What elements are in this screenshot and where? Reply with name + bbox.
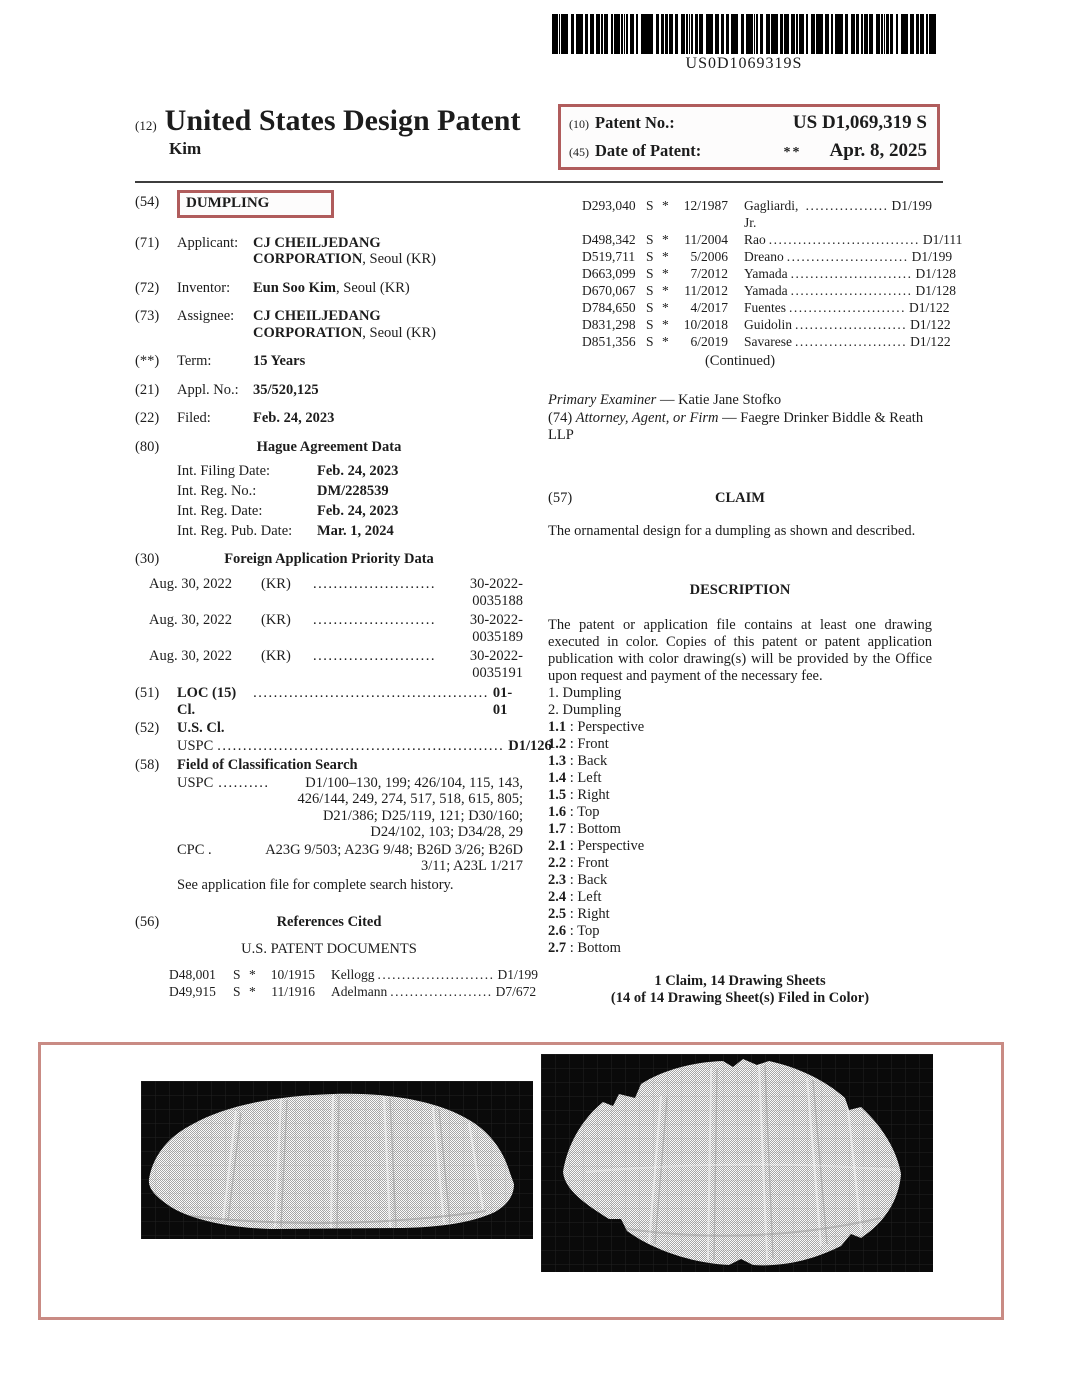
uspc-classes-line: D21/386; D25/119, 121; D30/160; xyxy=(322,807,523,824)
ref-class: D1/128 xyxy=(915,283,956,298)
applicant-value xyxy=(253,235,523,268)
ref-cited-mark: * xyxy=(249,984,256,999)
filed-value: Feb. 24, 2023 xyxy=(253,410,335,426)
assignee-row xyxy=(135,308,523,341)
priority-number: 30-2022-0035188 xyxy=(469,576,523,609)
reference-row xyxy=(582,231,963,248)
field-code-71: (71) xyxy=(135,234,160,251)
view-number: 1.7 xyxy=(548,821,567,837)
page-title: United States Design Patent xyxy=(164,104,521,137)
view-separator: : xyxy=(566,855,578,871)
ref-date: 10/1915 xyxy=(270,967,315,982)
term-value: 15 Years xyxy=(253,353,306,369)
view-name: Top xyxy=(577,804,600,820)
claim-text: The ornamental design for a dumpling as shown and described. xyxy=(548,523,916,539)
us-class-row xyxy=(135,720,523,737)
view-number: 2.5 xyxy=(548,906,567,922)
term-row xyxy=(135,353,523,370)
ref-patent-number: D49,915 xyxy=(169,984,216,999)
view-name: Front xyxy=(577,736,609,752)
ref-class: D1/199 xyxy=(891,198,932,213)
field-code-30: (30) xyxy=(135,550,160,567)
title-line xyxy=(135,104,565,138)
view-number: 2.6 xyxy=(548,923,567,939)
view-name: Right xyxy=(577,787,610,803)
ref-name: Kellogg xyxy=(331,967,375,982)
view-name: Front xyxy=(577,855,609,871)
reference-row xyxy=(582,282,956,299)
priority-date: Aug. 30, 2022 xyxy=(149,648,232,664)
view-item xyxy=(548,804,932,821)
view-number: 2.7 xyxy=(548,940,567,956)
ref-patent-number: D498,342 xyxy=(582,232,636,247)
ref-kind-code: S xyxy=(646,266,654,281)
view-separator: : xyxy=(566,940,578,956)
applicant-label: Applicant: xyxy=(177,234,239,251)
design-title-row xyxy=(135,194,523,218)
assignee-name-1: CJ CHEILJEDANG xyxy=(253,308,381,324)
reference-row xyxy=(582,333,951,350)
view-name: Left xyxy=(577,770,602,786)
ref-patent-number: D831,298 xyxy=(582,317,636,332)
priority-row xyxy=(135,648,523,681)
ref-class: D7/672 xyxy=(495,984,537,999)
view-list xyxy=(548,719,932,957)
design-item: 2. Dumpling xyxy=(548,702,622,718)
field-code-10: (10) xyxy=(569,117,589,131)
ref-class: D1/122 xyxy=(909,300,950,315)
hague-row xyxy=(135,523,523,540)
design-item-list xyxy=(548,685,932,719)
priority-title: Foreign Application Priority Data xyxy=(224,550,434,567)
us-class-label: U.S. Cl. xyxy=(177,720,225,736)
assignee-value xyxy=(253,308,523,341)
field-code-51: (51) xyxy=(135,685,160,701)
priority-heading xyxy=(135,551,523,568)
view-separator: : xyxy=(566,872,578,888)
priority-date: Aug. 30, 2022 xyxy=(149,612,232,628)
hague-rows xyxy=(135,463,523,540)
drawing-sheets-note xyxy=(548,973,932,1007)
view-item xyxy=(548,838,932,855)
view-item xyxy=(548,753,932,770)
field-search-heading xyxy=(135,757,523,774)
view-item xyxy=(548,889,932,906)
ref-cited-mark: * xyxy=(662,334,669,349)
inventor-name: Eun Soo Kim xyxy=(253,279,336,296)
view-item xyxy=(548,923,932,940)
field-code-21: (21) xyxy=(135,381,160,398)
reference-row xyxy=(582,197,932,231)
inventor-row xyxy=(135,280,523,297)
view-name: Bottom xyxy=(577,940,621,956)
header xyxy=(135,104,565,159)
view-name: Back xyxy=(577,753,608,769)
field-search-uspc-line xyxy=(135,775,523,792)
inventor-location: , Seoul (KR) xyxy=(336,279,410,296)
view-name: Left xyxy=(577,889,602,905)
ref-class: D1/111 xyxy=(922,232,963,247)
uspc-label: USPC xyxy=(177,737,214,754)
ref-date: 12/1987 xyxy=(683,198,728,213)
patent-no-label: Patent No.: xyxy=(595,113,675,132)
view-separator: : xyxy=(566,889,578,905)
view-number: 1.6 xyxy=(548,804,567,820)
ref-name: Adelmann xyxy=(331,984,388,999)
reference-row xyxy=(582,265,956,282)
ref-class: D1/122 xyxy=(910,317,951,332)
field-code-80: (80) xyxy=(135,438,160,455)
hague-value: Mar. 1, 2024 xyxy=(317,523,394,539)
hague-row xyxy=(135,463,523,480)
reference-row xyxy=(169,983,537,1000)
view-separator: : xyxy=(566,906,578,922)
ref-cited-mark: * xyxy=(249,967,256,982)
appl-no-value: 35/520,125 xyxy=(253,381,319,398)
view-item xyxy=(548,855,932,872)
view-separator: : xyxy=(566,804,578,820)
ref-kind-code: S xyxy=(233,967,241,982)
header-divider xyxy=(135,181,943,183)
continued-note: (Continued) xyxy=(704,353,776,369)
priority-date: Aug. 30, 2022 xyxy=(149,576,232,592)
ref-kind-code: S xyxy=(646,334,654,349)
kind-code: (12) xyxy=(135,118,157,133)
view-number: 2.2 xyxy=(548,855,567,871)
dot-leader: ............................... xyxy=(768,232,920,247)
ref-patent-number: D784,650 xyxy=(582,300,636,315)
applicant-row xyxy=(135,235,523,268)
claim-heading xyxy=(548,490,932,507)
view-item xyxy=(548,719,932,736)
loc-class-row xyxy=(135,685,523,718)
ref-date: 10/2018 xyxy=(683,317,728,332)
view-item xyxy=(548,736,932,753)
assignee-name-2: CORPORATION xyxy=(253,324,363,341)
ref-class: D1/199 xyxy=(497,967,538,982)
ref-date: 11/2004 xyxy=(684,232,728,247)
view-name: Perspective xyxy=(577,838,645,854)
field-code-56: (56) xyxy=(135,914,160,930)
view-name: Right xyxy=(577,906,610,922)
references-title: References Cited xyxy=(276,914,382,930)
ref-date: 4/2017 xyxy=(690,300,728,315)
applicant-name-2: CORPORATION xyxy=(253,251,363,267)
view-item xyxy=(548,940,932,957)
uspc-classes-line: 426/144, 249, 274, 517, 518, 615, 805; xyxy=(297,791,523,807)
inventor-label: Inventor: xyxy=(177,279,231,296)
view-separator: : xyxy=(566,838,578,854)
barcode xyxy=(552,14,936,73)
ref-class: D1/128 xyxy=(915,266,956,281)
ref-name: Gagliardi, Jr. xyxy=(744,198,799,230)
hague-title: Hague Agreement Data xyxy=(256,438,402,455)
ref-name: Fuentes xyxy=(744,300,786,315)
reference-row xyxy=(169,966,538,983)
view-separator: : xyxy=(566,821,578,837)
us-references-right xyxy=(548,197,963,350)
priority-rows xyxy=(135,576,523,681)
ref-kind-code: S xyxy=(646,317,654,332)
uspc-value: D1/126 xyxy=(508,737,552,754)
field-code-52: (52) xyxy=(135,720,160,736)
ref-patent-number: D663,099 xyxy=(582,266,636,281)
ref-kind-code: S xyxy=(646,283,654,298)
dumpling-photo-perspective xyxy=(541,1054,933,1272)
field-search-title: Field of Classification Search xyxy=(177,757,358,773)
ref-patent-number: D519,711 xyxy=(582,249,636,264)
us-references-left xyxy=(135,966,538,1000)
field-code-term: (**) xyxy=(135,353,160,369)
attorney-label: Attorney, Agent, or Firm xyxy=(575,410,719,426)
ref-name: Yamada xyxy=(744,283,788,298)
dot-leader: ........................ xyxy=(789,300,906,315)
field-code-72: (72) xyxy=(135,279,160,296)
barcode-text: US0D1069319S xyxy=(685,55,803,72)
ref-kind-code: S xyxy=(646,232,654,247)
ref-cited-mark: * xyxy=(662,317,669,332)
view-number: 2.3 xyxy=(548,872,567,888)
inventor-value xyxy=(253,280,523,297)
view-name: Top xyxy=(577,923,600,939)
reference-row xyxy=(582,248,953,265)
ref-cited-mark: * xyxy=(662,249,669,264)
field-code-54: (54) xyxy=(135,194,160,210)
view-number: 2.1 xyxy=(548,838,567,854)
uspc-row xyxy=(135,737,552,755)
ref-patent-number: D48,001 xyxy=(169,967,216,982)
view-number: 1.1 xyxy=(548,719,567,735)
dot-leader: .............................................. xyxy=(253,685,489,701)
ref-kind-code: S xyxy=(646,198,654,213)
field-code-74: (74) xyxy=(548,410,576,426)
patent-no-row xyxy=(569,112,927,134)
right-column xyxy=(548,197,963,1007)
dot-leader: ....................... xyxy=(794,334,908,349)
attorney-name: — Faegre Drinker Biddle & Reath LLP xyxy=(548,410,924,443)
view-number: 1.3 xyxy=(548,753,567,769)
ref-name: Yamada xyxy=(744,266,788,281)
field-code-45: (45) xyxy=(569,145,589,159)
ref-date: 11/2012 xyxy=(684,283,728,298)
priority-country: (KR) xyxy=(261,648,291,664)
view-name: Perspective xyxy=(577,719,645,735)
ref-name: Dreano xyxy=(744,249,784,264)
dot-leader: .......... xyxy=(218,774,270,791)
dot-leader: ........................ xyxy=(313,576,436,592)
view-number: 1.2 xyxy=(548,736,567,752)
attorney-line xyxy=(548,410,932,444)
dot-leader: ......................... xyxy=(786,249,909,264)
inventor-surname: Kim xyxy=(169,139,202,158)
dot-leader: ........................ xyxy=(313,648,436,664)
ref-class: D1/199 xyxy=(911,249,953,264)
left-column xyxy=(135,194,552,1000)
assignee-label: Assignee: xyxy=(177,308,235,324)
loc-value: 01-01 xyxy=(492,685,513,718)
view-item xyxy=(548,821,932,838)
hague-label: Int. Reg. Pub. Date: xyxy=(177,523,293,539)
view-separator: : xyxy=(566,770,578,786)
cpc-line xyxy=(135,842,523,859)
description-heading: DESCRIPTION xyxy=(689,582,791,598)
design-title: DUMPLING xyxy=(177,190,334,218)
assignee-location: , Seoul (KR) xyxy=(362,324,437,341)
applicant-location: , Seoul (KR) xyxy=(362,251,437,267)
reference-row xyxy=(582,316,951,333)
ref-cited-mark: * xyxy=(662,232,669,247)
filed-row xyxy=(135,410,523,427)
ref-cited-mark: * xyxy=(662,198,669,213)
design-item: 1. Dumpling xyxy=(548,685,622,701)
ref-name: Rao xyxy=(744,232,766,247)
ref-kind-code: S xyxy=(233,984,241,999)
hague-value: DM/228539 xyxy=(317,483,389,499)
field-code-58: (58) xyxy=(135,757,160,773)
priority-row xyxy=(135,576,523,609)
ref-date: 5/2006 xyxy=(690,249,728,264)
reference-row xyxy=(582,299,950,316)
ref-patent-number: D293,040 xyxy=(582,198,636,213)
view-separator: : xyxy=(566,923,578,939)
priority-number: 30-2022-0035191 xyxy=(469,648,523,681)
dumpling-photo-front xyxy=(141,1081,533,1239)
figure-box xyxy=(38,1042,1004,1320)
cpc-continuation: 3/11; A23L 1/217 xyxy=(420,858,523,874)
uspc-continuation xyxy=(135,791,523,841)
view-item xyxy=(548,770,932,787)
appl-no-row xyxy=(135,382,523,399)
hague-label: Int. Filing Date: xyxy=(177,463,271,479)
uspc-classes-line: D24/102, 103; D34/28, 29 xyxy=(370,824,523,840)
view-name: Back xyxy=(577,872,608,888)
hague-value: Feb. 24, 2023 xyxy=(317,503,399,519)
priority-country: (KR) xyxy=(261,576,291,592)
patent-date-row xyxy=(569,140,927,162)
ref-date: 6/2019 xyxy=(690,334,728,349)
examiner-name: — Katie Jane Stofko xyxy=(656,392,782,408)
loc-label: LOC (15) Cl. xyxy=(177,685,237,718)
dot-leader: ....................... xyxy=(795,317,908,332)
cpc-label: CPC . xyxy=(177,841,212,858)
uspc-classes: D1/100–130, 199; 426/104, 115, 143, xyxy=(305,774,523,791)
uspc-label: USPC xyxy=(177,774,214,791)
applicant-name-1: CJ CHEILJEDANG xyxy=(253,234,381,251)
term-label: Term: xyxy=(177,353,212,369)
cpc-classes: A23G 9/503; A23G 9/48; B26D 3/26; B26D xyxy=(265,841,523,858)
view-number: 1.5 xyxy=(548,787,567,803)
ref-patent-number: D851,356 xyxy=(582,334,636,349)
barcode-image xyxy=(552,14,936,54)
hague-heading xyxy=(135,439,523,456)
view-separator: : xyxy=(566,787,578,803)
field-code-57: (57) xyxy=(548,490,573,506)
filed-label: Filed: xyxy=(177,410,211,426)
ref-class: D1/122 xyxy=(910,334,951,349)
ref-patent-number: D670,067 xyxy=(582,283,636,298)
description-text: The patent or application file contains at least one drawing executed in color. Copies of this patent or patent application publication with color drawing(s) will be provided by the Office upon request and payment of the necessary fee. xyxy=(548,617,932,684)
view-separator: : xyxy=(566,736,578,752)
hague-value: Feb. 24, 2023 xyxy=(317,463,399,479)
priority-number: 30-2022-0035189 xyxy=(469,612,523,645)
view-item xyxy=(548,906,932,923)
dot-leader: ........................................................ xyxy=(217,737,505,754)
dot-leader: ......................... xyxy=(790,266,913,281)
ref-cited-mark: * xyxy=(662,300,669,315)
view-item xyxy=(548,872,932,889)
hague-row xyxy=(135,483,523,500)
view-number: 1.4 xyxy=(548,770,567,786)
examiner-label: Primary Examiner xyxy=(548,392,657,408)
priority-row xyxy=(135,612,523,645)
dot-leader: ................. xyxy=(805,198,889,213)
patent-date-label: Date of Patent: xyxy=(595,141,702,160)
primary-examiner-line xyxy=(548,392,932,409)
color-sheets-line: (14 of 14 Drawing Sheet(s) Filed in Color) xyxy=(610,990,870,1006)
us-patent-documents-heading: U.S. PATENT DOCUMENTS xyxy=(241,940,417,957)
view-separator: : xyxy=(566,719,578,735)
appl-no-label: Appl. No.: xyxy=(177,381,239,398)
hague-row xyxy=(135,503,523,520)
ref-date: 11/1916 xyxy=(271,984,315,999)
patent-number-box xyxy=(558,104,940,170)
ref-date: 7/2012 xyxy=(690,266,728,281)
view-number: 2.4 xyxy=(548,889,567,905)
view-separator: : xyxy=(566,753,578,769)
view-item xyxy=(548,787,932,804)
field-code-73: (73) xyxy=(135,308,160,324)
ref-cited-mark: * xyxy=(662,266,669,281)
claims-sheets-line: 1 Claim, 14 Drawing Sheets xyxy=(654,973,826,989)
field-code-22: (22) xyxy=(135,410,160,426)
priority-country: (KR) xyxy=(261,612,291,628)
references-heading xyxy=(135,914,523,931)
search-history-note: See application file for complete search history. xyxy=(177,876,454,893)
patent-date-value: Apr. 8, 2025 xyxy=(829,140,927,161)
dot-leader: ........................ xyxy=(377,967,495,982)
dot-leader: ......................... xyxy=(790,283,913,298)
dot-leader: ........................ xyxy=(313,612,436,628)
claim-title: CLAIM xyxy=(715,490,765,506)
ref-name: Savarese xyxy=(744,334,792,349)
view-name: Bottom xyxy=(577,821,621,837)
hague-label: Int. Reg. No.: xyxy=(177,483,257,499)
ref-kind-code: S xyxy=(646,300,654,315)
ref-cited-mark: * xyxy=(662,283,669,298)
patent-no-value: US D1,069,319 S xyxy=(792,112,927,133)
ref-kind-code: S xyxy=(646,249,654,264)
ref-name: Guidolin xyxy=(744,317,793,332)
hague-label: Int. Reg. Date: xyxy=(177,503,263,519)
term-asterisks: ** xyxy=(783,145,802,160)
dot-leader: ..................... xyxy=(390,984,493,999)
